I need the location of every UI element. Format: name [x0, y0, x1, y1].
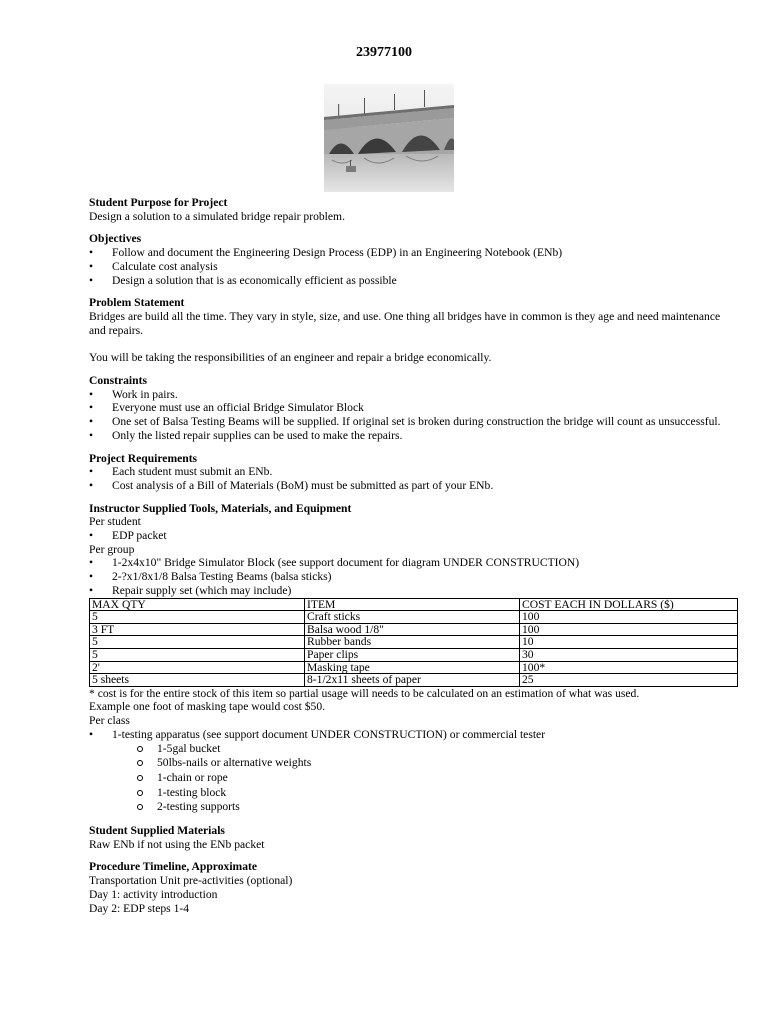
table-row: [90, 661, 738, 674]
table-cell: 5 sheets: [90, 674, 305, 687]
list-item: • Design a solution that is as economically efficient as possible: [89, 274, 739, 288]
column-header: COST EACH IN DOLLARS ($): [520, 598, 738, 611]
list-item: • Cost analysis of a Bill of Materials (BoM) must be submitted as part of your ENb.: [89, 479, 739, 493]
list-item: 2-testing supports: [89, 800, 739, 815]
per-student-list: [89, 529, 739, 543]
timeline-line: Day 1: activity introduction: [89, 887, 218, 901]
table-cell: 100*: [520, 661, 738, 674]
table-row: [90, 623, 738, 636]
purpose-heading: Student Purpose for Project: [89, 196, 228, 209]
objectives-list: [89, 246, 739, 287]
list-item: • 2-?x1/8x1/8 Balsa Testing Beams (balsa sticks): [89, 570, 739, 584]
column-header: ITEM: [305, 598, 520, 611]
requirements-heading: Project Requirements: [89, 451, 198, 465]
list-item: • Work in pairs.: [89, 388, 739, 402]
constraints-list: [89, 388, 739, 443]
table-cell: Rubber bands: [305, 636, 520, 649]
column-header: MAX QTY: [90, 598, 305, 611]
list-item: • 1-2x4x10" Bridge Simulator Block (see support document for diagram UNDER CONSTRUCTION): [89, 556, 739, 570]
table-cell: 5: [90, 611, 305, 624]
objectives-heading: Objectives: [89, 232, 142, 246]
per-student-label: Per student: [89, 515, 141, 529]
list-item: • Only the listed repair supplies can be used to make the repairs.: [89, 429, 739, 443]
document-title: 23977100: [356, 45, 412, 60]
table-cell: 5: [90, 636, 305, 649]
student-supplied-text: Raw ENb if not using the ENb packet: [89, 837, 265, 851]
table-cell: 8-1/2x11 sheets of paper: [305, 674, 520, 687]
table-cell: Balsa wood 1/8": [305, 623, 520, 636]
table-cell: Masking tape: [305, 661, 520, 674]
timeline-heading: Procedure Timeline, Approximate: [89, 860, 257, 874]
cost-example: Example one foot of masking tape would cost $50.: [89, 700, 326, 714]
list-item: • Calculate cost analysis: [89, 260, 739, 274]
table-cell: Paper clips: [305, 648, 520, 661]
table-cell: 100: [520, 611, 738, 624]
list-item: 1-chain or rope: [89, 771, 739, 786]
list-item: • One set of Balsa Testing Beams will be supplied. If original set is broken during construction the bridge will count as unsuccessful.: [89, 415, 739, 429]
table-cell: 10: [520, 636, 738, 649]
list-item: • Each student must submit an ENb.: [89, 465, 739, 479]
problem-paragraph-1: Bridges are build all the time. They vary in style, size, and use. One thing all bridges have in common is they age and need maintenance and repairs.: [89, 309, 721, 337]
timeline-line: Transportation Unit pre-activities (optional): [89, 874, 293, 888]
problem-heading: Problem Statement: [89, 296, 185, 310]
bill-of-materials-table: [89, 598, 738, 687]
table-cell: 25: [520, 674, 738, 687]
table-cell: Craft sticks: [305, 611, 520, 624]
per-class-list: [89, 728, 739, 742]
table-cell: 3 FT: [90, 623, 305, 636]
purpose-text: Design a solution to a simulated bridge repair problem.: [89, 209, 345, 223]
table-header-row: [90, 598, 738, 611]
table-row: [90, 611, 738, 624]
list-item: • 1-testing apparatus (see support document UNDER CONSTRUCTION) or commercial tester: [89, 728, 739, 742]
table-cell: 100: [520, 623, 738, 636]
list-item: • Everyone must use an official Bridge Simulator Block: [89, 401, 739, 415]
table-cell: 30: [520, 648, 738, 661]
constraints-heading: Constraints: [89, 374, 147, 388]
table-cell: 2': [90, 661, 305, 674]
document-body: [89, 196, 739, 915]
list-item: 1-testing block: [89, 786, 739, 801]
bridge-photo: [324, 84, 454, 192]
table-row: [90, 636, 738, 649]
table-cell: 5: [90, 648, 305, 661]
table-row: [90, 648, 738, 661]
cost-note: * cost is for the entire stock of this item so partial usage will needs to be calculated on an estimation of what was used.: [89, 686, 640, 700]
student-supplied-heading: Student Supplied Materials: [89, 824, 225, 838]
per-class-label: Per class: [89, 714, 130, 728]
per-group-list: [89, 556, 739, 597]
per-group-label: Per group: [89, 542, 135, 556]
list-item: • Repair supply set (which may include): [89, 584, 739, 598]
list-item: 50lbs-nails or alternative weights: [89, 756, 739, 771]
problem-paragraph-2: You will be taking the responsibilities of an engineer and repair a bridge economically.: [89, 351, 492, 365]
list-item: 1-5gal bucket: [89, 742, 739, 757]
timeline-line: Day 2: EDP steps 1-4: [89, 901, 190, 915]
per-class-sublist: [89, 742, 739, 816]
table-row: [90, 674, 738, 687]
list-item: • Follow and document the Engineering Design Process (EDP) in an Engineering Notebook (ENb): [89, 246, 739, 260]
list-item: • EDP packet: [89, 529, 739, 543]
requirements-list: [89, 465, 739, 492]
instructor-heading: Instructor Supplied Tools, Materials, and Equipment: [89, 501, 352, 515]
